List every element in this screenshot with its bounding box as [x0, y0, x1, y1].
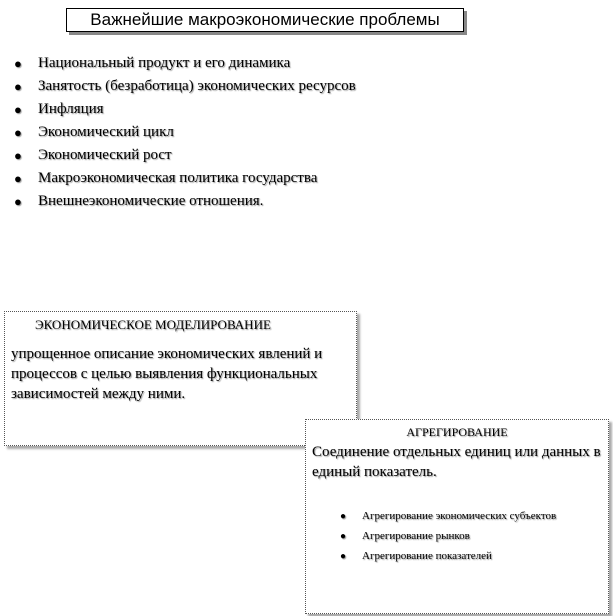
bullet-icon: ●	[14, 102, 22, 117]
list-item	[14, 98, 356, 121]
list-item	[14, 121, 356, 144]
list-item-label: Национальный продукт и его динамика	[38, 55, 291, 71]
aggregation-description: Соединение отдельных единиц или данных в единый показатель.	[312, 444, 601, 480]
list-item-label: Макроэкономическая политика государства	[38, 170, 318, 186]
list-item	[14, 144, 356, 167]
list-item-label: Инфляция	[38, 101, 104, 117]
aggregation-box	[305, 419, 609, 614]
problems-list	[14, 52, 356, 213]
list-item-label: Внешнеэкономические отношения.	[38, 193, 264, 209]
list-item-label: Агрегирование показателей	[362, 550, 492, 562]
bullet-icon: ●	[340, 551, 347, 562]
aggregation-title: АГРЕГИРОВАНИЕ	[406, 425, 508, 439]
bullet-icon: ●	[14, 79, 22, 94]
bullet-icon: ●	[14, 171, 22, 186]
bullet-icon: ●	[14, 194, 22, 209]
list-item	[14, 52, 356, 75]
bullet-icon: ●	[14, 125, 22, 140]
list-item	[340, 548, 592, 565]
modeling-title: ЭКОНОМИЧЕСКОЕ МОДЕЛИРОВАНИЕ	[35, 317, 271, 332]
bullet-icon: ●	[340, 511, 347, 522]
modeling-description: упрощенное описание экономических явлений и процессов с целью выявления функциональных зависимостей между ними.	[11, 346, 323, 402]
list-item-label: Занятость (безработица) экономических ресурсов	[38, 78, 356, 94]
list-item	[14, 75, 356, 98]
page-title: Важнейшие макроэкономические проблемы	[66, 8, 464, 32]
bullet-icon: ●	[14, 148, 22, 163]
bullet-icon: ●	[340, 531, 347, 542]
list-item-label: Агрегирование рынков	[362, 530, 470, 542]
list-item-label: Экономический цикл	[38, 124, 174, 140]
list-item-label: Агрегирование экономических субъектов	[362, 510, 557, 522]
bullet-icon: ●	[14, 56, 22, 71]
aggregation-list	[340, 508, 592, 568]
list-item	[340, 508, 592, 525]
list-item	[14, 190, 356, 213]
list-item	[340, 528, 592, 545]
list-item-label: Экономический рост	[38, 147, 172, 163]
list-item	[14, 167, 356, 190]
